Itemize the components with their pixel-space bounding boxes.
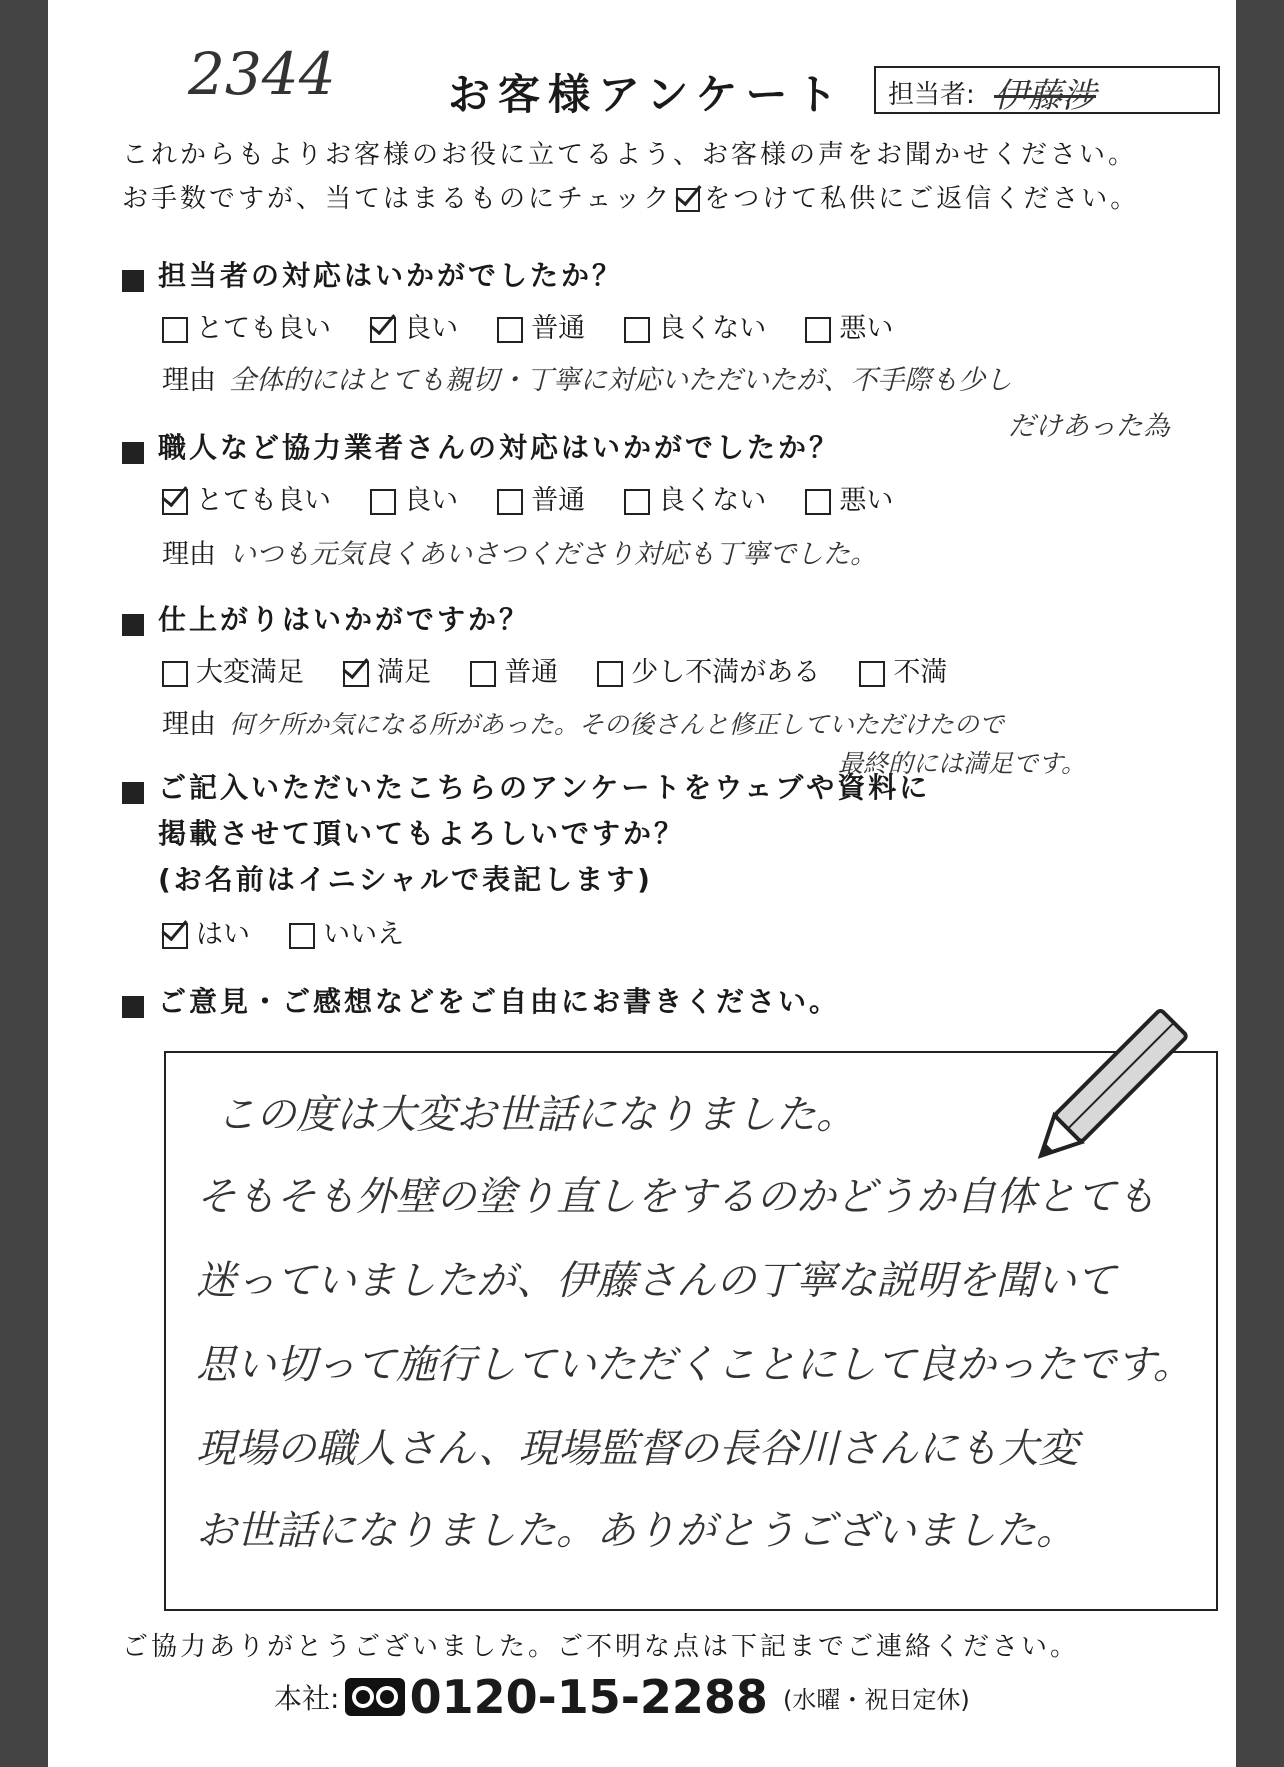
question-2-text: 職人など協力業者さんの対応はいかがでしたか？ — [158, 431, 841, 464]
q2-option-5[interactable]: 悪い — [805, 478, 893, 517]
q3-option-2[interactable]: 満足 — [343, 650, 431, 689]
closed-days: (水曜・祝日定休) — [782, 1685, 970, 1714]
q2-option-3[interactable]: 普通 — [497, 478, 585, 517]
page-title: お客様アンケート — [448, 70, 846, 119]
freedial-icon — [345, 1678, 405, 1716]
question-2-options — [162, 478, 927, 517]
question-4-line-1: ご記入いただいたこちらのアンケートをウェブや資料に — [158, 771, 931, 804]
question-5-text: ご意見・ご感想などをご自由にお書きください。 — [158, 985, 841, 1018]
comment-line: 現場の職人さん、現場監督の長谷川さんにも大変 — [196, 1426, 1079, 1472]
comment-line: お世話になりました。ありがとうございました。 — [196, 1508, 1076, 1554]
square-bullet-icon — [122, 270, 144, 292]
q2-option-2[interactable]: 良い — [370, 478, 458, 517]
survey-sheet — [48, 0, 1236, 1767]
q1-reason-text-2: だけあった為 — [1008, 411, 1170, 442]
square-bullet-icon — [122, 782, 144, 804]
question-5 — [122, 980, 840, 1020]
reason-label: 理由 — [162, 365, 216, 396]
q4-option-no[interactable]: いいえ — [289, 912, 404, 951]
footer-contact — [274, 1670, 970, 1726]
intro-line-2 — [122, 178, 1139, 215]
check-example-icon — [676, 188, 700, 212]
q3-option-3[interactable]: 普通 — [470, 650, 558, 689]
question-1-text: 担当者の対応はいかがでしたか？ — [158, 259, 624, 292]
checkbox[interactable] — [289, 923, 315, 949]
q4-option-yes[interactable]: はい — [162, 912, 250, 951]
comment-line: 思い切って施行していただくことにして良かったです。 — [196, 1342, 1193, 1388]
q1-option-2[interactable]: 良い — [370, 306, 458, 345]
checkbox[interactable] — [370, 489, 396, 515]
question-1-options — [162, 306, 927, 345]
checkbox[interactable] — [624, 489, 650, 515]
q2-option-4[interactable]: 良くない — [624, 478, 766, 517]
checkbox[interactable] — [497, 489, 523, 515]
q1-option-5[interactable]: 悪い — [805, 306, 893, 345]
q2-option-1[interactable]: とても良い — [162, 478, 331, 517]
staff-label: 担当者: — [888, 80, 975, 110]
q2-reason-text: いつも元気良くあいさつくださり対応も丁寧でした。 — [229, 539, 878, 570]
checkbox-checked[interactable] — [162, 489, 188, 515]
q3-reason — [162, 702, 1004, 741]
q3-reason-text: 何ケ所か気になる所があった。その後さんと修正していただけたので — [229, 710, 1004, 739]
reason-label: 理由 — [162, 709, 216, 740]
square-bullet-icon — [122, 442, 144, 464]
comment-line: 迷っていましたが、伊藤さんの丁寧な説明を聞いて — [196, 1258, 1116, 1304]
q1-reason — [162, 358, 1012, 397]
head-office-label: 本社: — [274, 1682, 340, 1715]
q1-option-4[interactable]: 良くない — [624, 306, 766, 345]
q3-option-4[interactable]: 少し不満がある — [597, 650, 820, 689]
checkbox[interactable] — [162, 317, 188, 343]
pencil-icon — [1028, 990, 1208, 1170]
checkbox[interactable] — [805, 489, 831, 515]
checkbox[interactable] — [624, 317, 650, 343]
question-1 — [122, 254, 623, 294]
staff-name: 伊藤涉 — [994, 76, 1096, 116]
question-4-options — [162, 912, 438, 951]
q3-reason-text-2: 最終的には満足です。 — [838, 749, 1087, 778]
checkbox-checked[interactable] — [343, 661, 369, 687]
footer-thanks: ご協力ありがとうございました。ご不明な点は下記までご連絡ください。 — [122, 1632, 1080, 1662]
q2-reason — [162, 532, 877, 571]
survey-number: 2344 — [188, 40, 336, 108]
phone-number[interactable]: 0120-15-2288 — [409, 1670, 768, 1724]
q3-option-5[interactable]: 不満 — [859, 650, 947, 689]
staff-box — [874, 66, 1220, 114]
intro-line-1: これからもよりお客様のお役に立てるよう、お客様の声をお聞かせください。 — [122, 140, 1138, 170]
checkbox[interactable] — [162, 661, 188, 687]
intro-line-2-after: をつけて私供にご返信ください。 — [704, 184, 1140, 214]
q1-option-3[interactable]: 普通 — [497, 306, 585, 345]
checkbox-checked[interactable] — [370, 317, 396, 343]
reason-label: 理由 — [162, 539, 216, 570]
intro-line-2-before: お手数ですが、当てはまるものにチェック — [122, 184, 673, 214]
checkbox[interactable] — [805, 317, 831, 343]
checkbox[interactable] — [597, 661, 623, 687]
question-4-line-3: (お名前はイニシャルで表記します) — [158, 863, 653, 896]
checkbox[interactable] — [859, 661, 885, 687]
q1-reason-text: 全体的にはとても親切・丁寧に対応いただいたが、不手際も少し — [229, 365, 1013, 396]
comment-line: この度は大変お世話になりました。 — [216, 1092, 856, 1138]
question-3-options — [162, 650, 981, 689]
question-3 — [122, 598, 530, 638]
question-4 — [122, 766, 930, 806]
question-3-text: 仕上がりはいかがですか？ — [158, 603, 531, 636]
square-bullet-icon — [122, 996, 144, 1018]
question-4-line-2: 掲載させて頂いてもよろしいですか？ — [158, 817, 686, 850]
question-2 — [122, 426, 840, 466]
square-bullet-icon — [122, 614, 144, 636]
checkbox[interactable] — [497, 317, 523, 343]
q1-option-1[interactable]: とても良い — [162, 306, 331, 345]
q3-option-1[interactable]: 大変満足 — [162, 650, 304, 689]
checkbox-checked[interactable] — [162, 923, 188, 949]
checkbox[interactable] — [470, 661, 496, 687]
comment-line: そもそも外壁の塗り直しをするのかどうか自体とても — [196, 1174, 1156, 1220]
